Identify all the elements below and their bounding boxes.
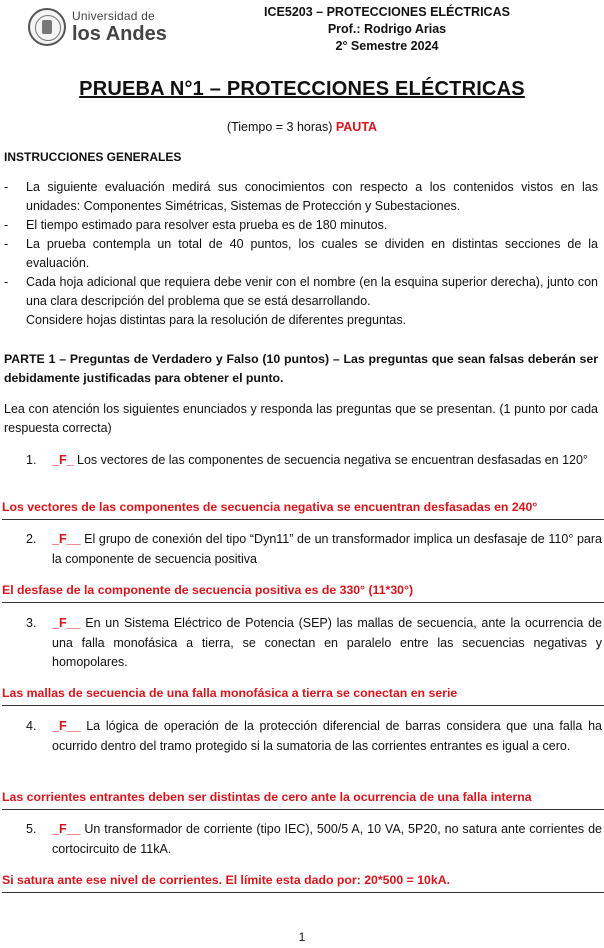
question-text: Los vectores de las componentes de secuencia negativa se encuentran desfasadas en 120° [77,453,588,467]
answer-mark: _F__ [52,616,81,630]
question-1: 1. _F_ Los vectores de las componentes de secuencia negativa se encuentran desfasadas en 120° [26,453,588,467]
question-3: 3. _F__ En un Sistema Eléctrico de Potencia (SEP) las mallas de secuencia, ante la ocurrencia de una falla monofásica a tierra, se conectan en paralelo entre las secuencias negativas y homopolares. [26,616,602,669]
question-4: 4. _F__ La lógica de operación de la protección diferencial de barras considera que una falla ha ocurrido dentro del tramo protegido si la sumatoria de las corrientes entrantes es igual a cero. [26,719,602,753]
time-note: (Tiempo = 3 horas) [226,120,333,134]
logo-small-text: Universidad de [72,9,155,23]
question-text: En un Sistema Eléctrico de Potencia (SEP) las mallas de secuencia, ante la ocurrencia de una falla monofásica a tierra, se conectan en paralelo entre las secuencias negativas y homopolares. [52,616,602,669]
part1-lead: Lea con atención los siguientes enunciados y responda las preguntas que se presentan. (1 punto por cada respuesta correcta) [4,402,598,435]
pauta-label: PAUTA [335,120,378,134]
instructions-list [4,178,598,330]
answer-mark: _F__ [52,719,81,733]
instruction-item: - El tiempo estimado para resolver esta prueba es de 180 minutos. [4,218,388,232]
answer-mark: _F_ [52,453,74,467]
question-text: Un transformador de corriente (tipo IEC), 500/5 A, 10 VA, 5P20, no satura ante corrientes de cortocircuito de 11kA. [52,822,602,856]
logo-text [72,10,167,44]
instructions-heading: INSTRUCCIONES GENERALES [4,150,182,164]
answer-mark: _F__ [52,822,81,836]
part1-heading: PARTE 1 – Preguntas de Verdadero y Falso (10 puntos) – Las preguntas que sean falsas deberán ser debidamente justificadas para obtener el punto. [4,352,598,385]
question-2: 2. _F__ El grupo de conexión del tipo “Dyn11” de un transformador implica un desfasaje de 110° para la componente de secuencia positiva [26,532,602,566]
solution-2: El desfase de la componente de secuencia positiva es de 330° (11*30°) [2,581,604,603]
answer-mark: _F__ [52,532,81,546]
university-logo [28,5,198,49]
question-5: 5. _F__ Un transformador de corriente (tipo IEC), 500/5 A, 10 VA, 5P20, no satura ante corrientes de cortocircuito de 11kA. [26,822,602,856]
instruction-item: - Cada hoja adicional que requiera debe venir con el nombre (en la esquina superior derecha), junto con una clara descripción del problema que se está desarrollando. [4,275,598,308]
course-header [262,4,512,55]
instruction-extra: Considere hojas distintas para la resolución de diferentes preguntas. [26,313,407,327]
semester: 2° Semestre 2024 [335,39,439,53]
solution-1: Los vectores de las componentes de secuencia negativa se encuentran desfasadas en 240° [2,498,604,520]
page-title: PRUEBA N°1 – PROTECCIONES ELÉCTRICAS [79,78,525,100]
instruction-item: - La prueba contempla un total de 40 puntos, los cuales se dividen en distintas secciones de la evaluación. [4,237,598,270]
solution-4: Las corrientes entrantes deben ser distintas de cero ante la ocurrencia de una falla interna [2,788,604,810]
university-seal-icon [28,8,66,46]
question-text: El grupo de conexión del tipo “Dyn11” de un transformador implica un desfasaje de 110° para la componente de secuencia positiva [52,532,602,566]
time-note-line [0,120,604,134]
logo-big-text: los Andes [72,23,167,45]
instruction-item: - La siguiente evaluación medirá sus conocimientos con respecto a los contenidos vistos en las unidades: Componentes Simétricas, Sistemas de Protección y Subestaciones. [4,180,598,213]
solution-3: Las mallas de secuencia de una falla monofásica a tierra se conectan en serie [2,684,604,706]
professor-name: Prof.: Rodrigo Arias [327,22,447,36]
course-name: ICE5203 – PROTECCIONES ELÉCTRICAS [264,5,510,19]
solution-5: Si satura ante ese nivel de corrientes. El límite esta dado por: 20*500 = 10kA. [2,871,604,893]
page-number: 1 [298,930,306,944]
question-text: La lógica de operación de la protección diferencial de barras considera que una falla ha ocurrido dentro del tramo protegido si la sumatoria de las corrientes entrantes es igual a cero. [52,719,602,753]
